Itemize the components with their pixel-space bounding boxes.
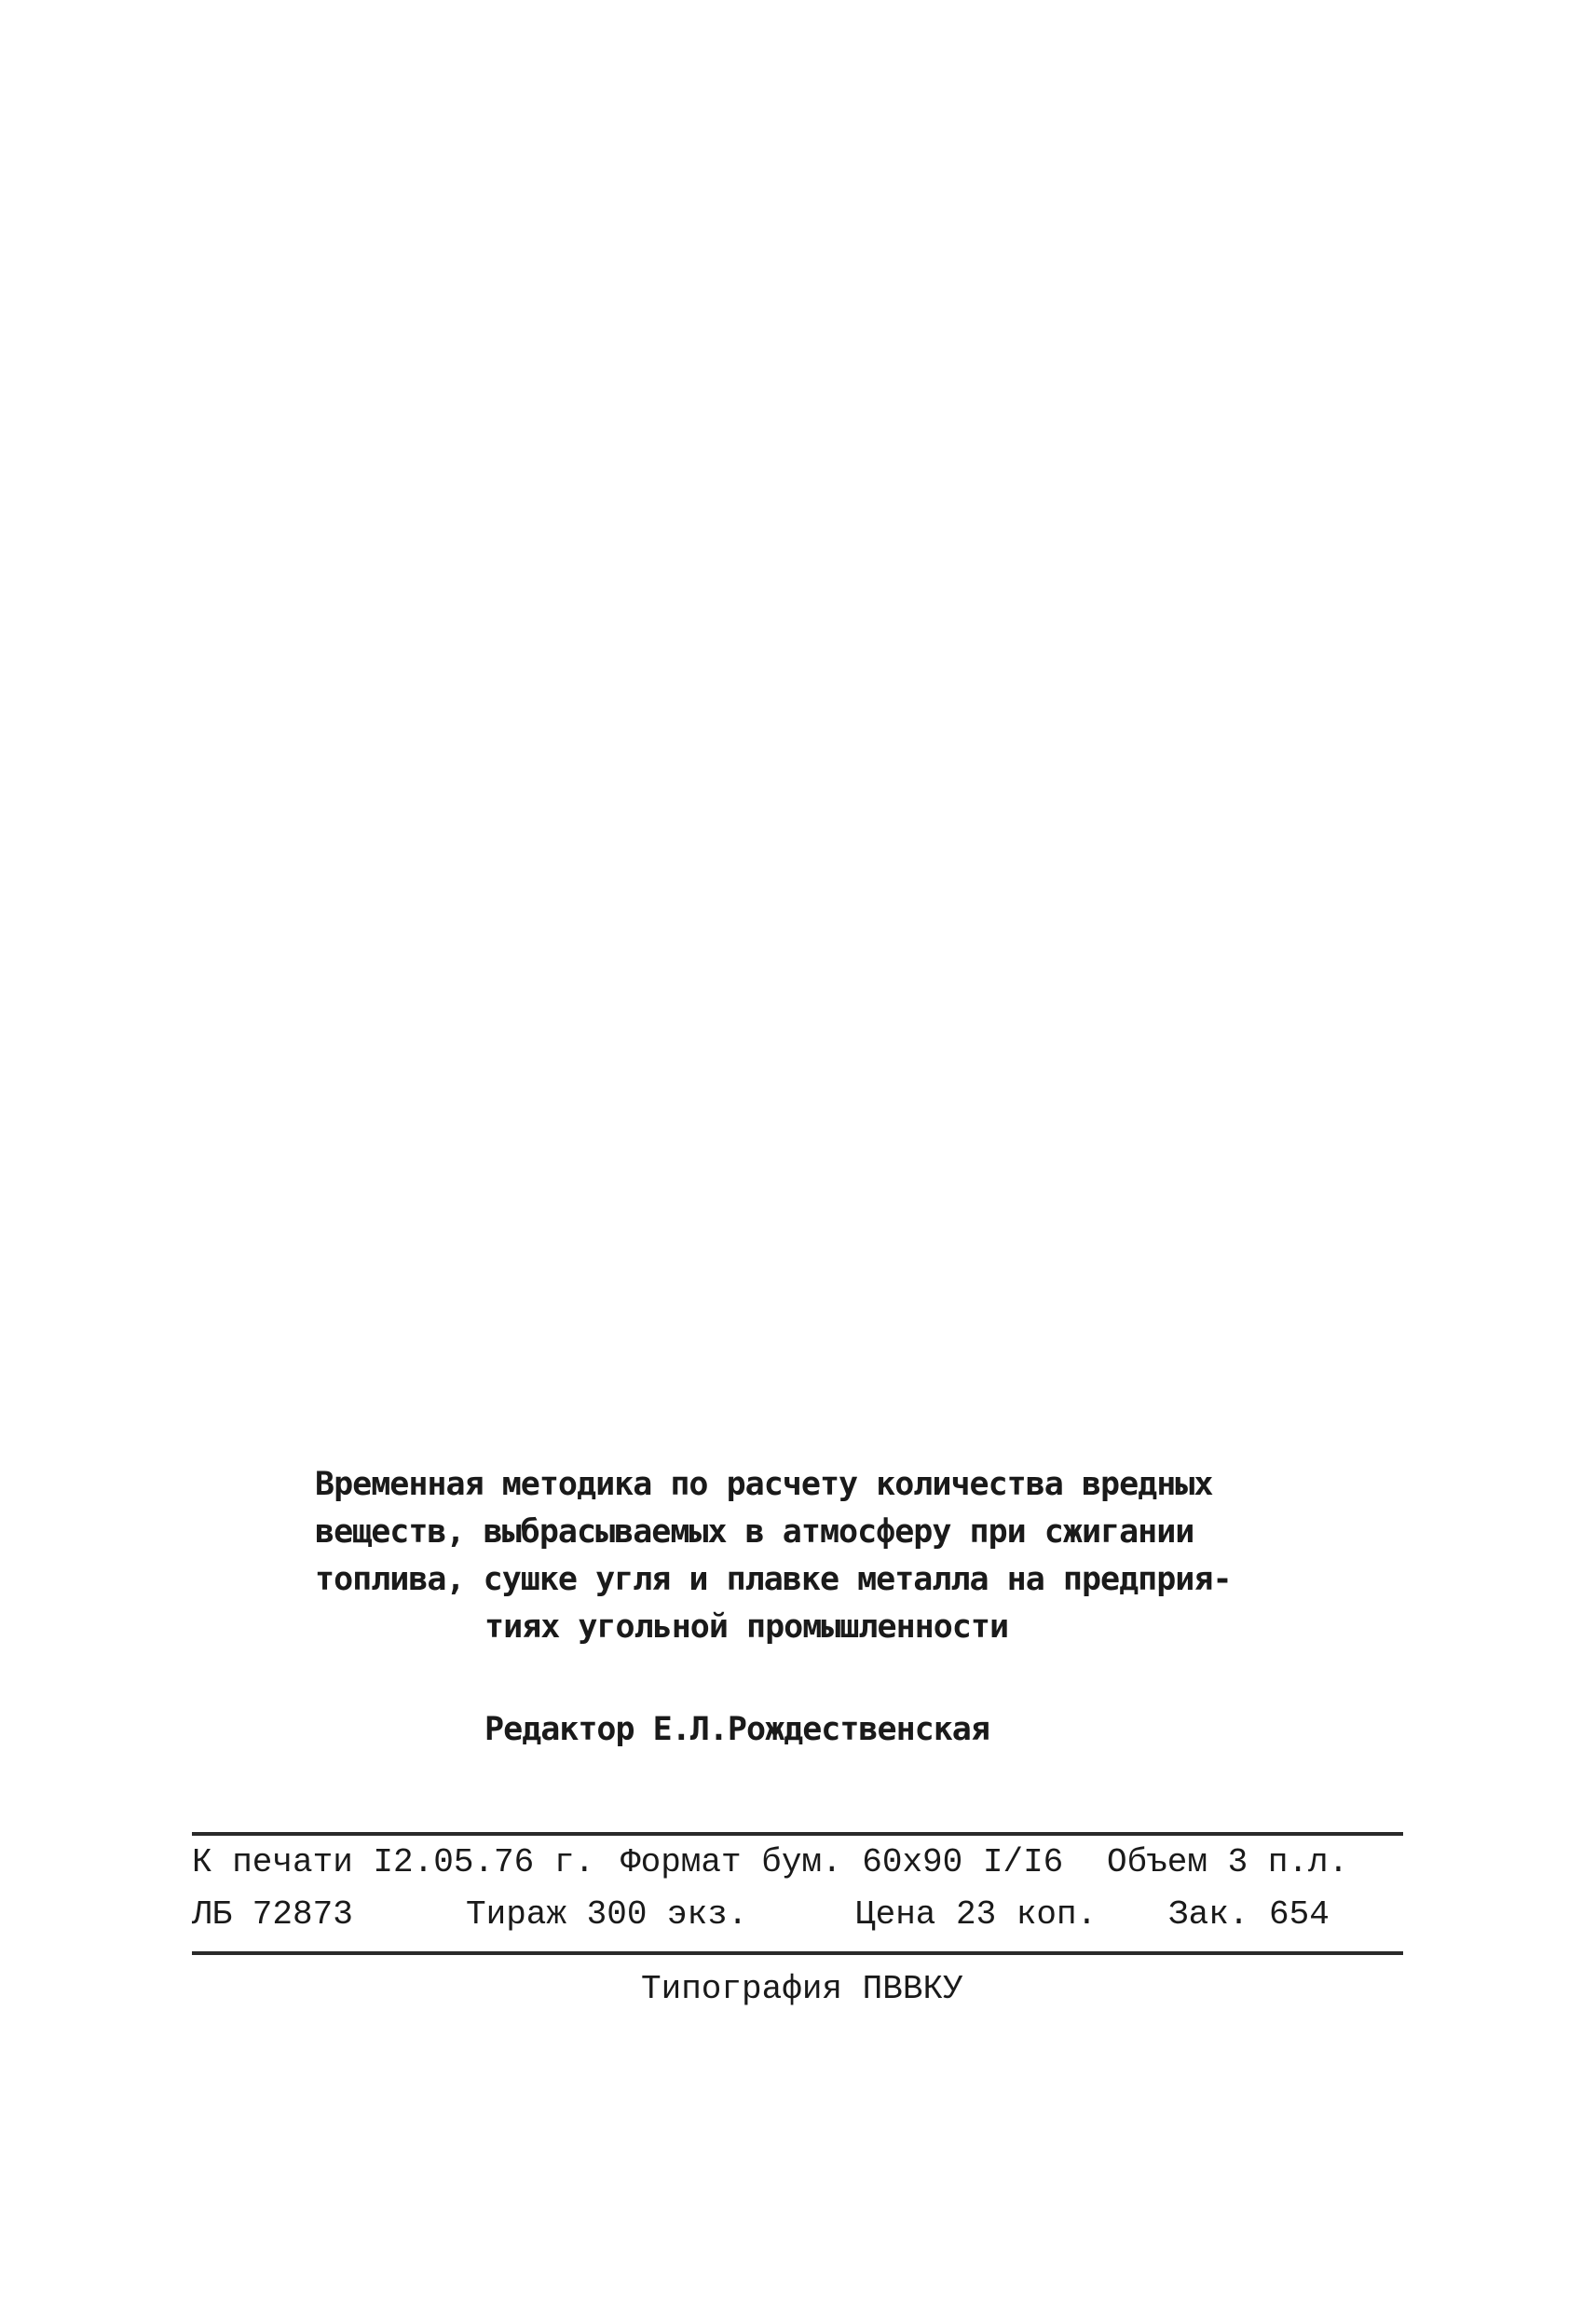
print-date: К печати I2.05.76 г. <box>192 1843 595 1881</box>
title-line-4: тиях угольной промышленности <box>484 1608 1009 1646</box>
price: Цена 23 коп. <box>855 1895 1098 1934</box>
lb-number: ЛБ 72873 <box>192 1895 353 1934</box>
paper-format: Формат бум. 60х90 I/I6 <box>621 1843 1064 1881</box>
order-number: Зак. 654 <box>1168 1895 1330 1934</box>
title-line-2: веществ, выбрасываемых в атмосферу при сжигании <box>315 1513 1194 1551</box>
title-line-3: топлива, сушке угля и плавке металла на предприя- <box>315 1561 1232 1598</box>
imprint-top-rule <box>192 1832 1403 1836</box>
circulation: Тираж 300 экз. <box>466 1895 748 1934</box>
title-line-1: Временная методика по расчету количества вредных <box>315 1466 1213 1503</box>
printer-name: Типография ПВВКУ <box>641 1970 963 2008</box>
document-title <box>315 1461 1303 1651</box>
imprint-bottom-rule <box>192 1951 1403 1955</box>
volume: Объем 3 п.л. <box>1107 1843 1349 1881</box>
editor-credit: Редактор Е.Л.Рождественская <box>484 1711 989 1748</box>
